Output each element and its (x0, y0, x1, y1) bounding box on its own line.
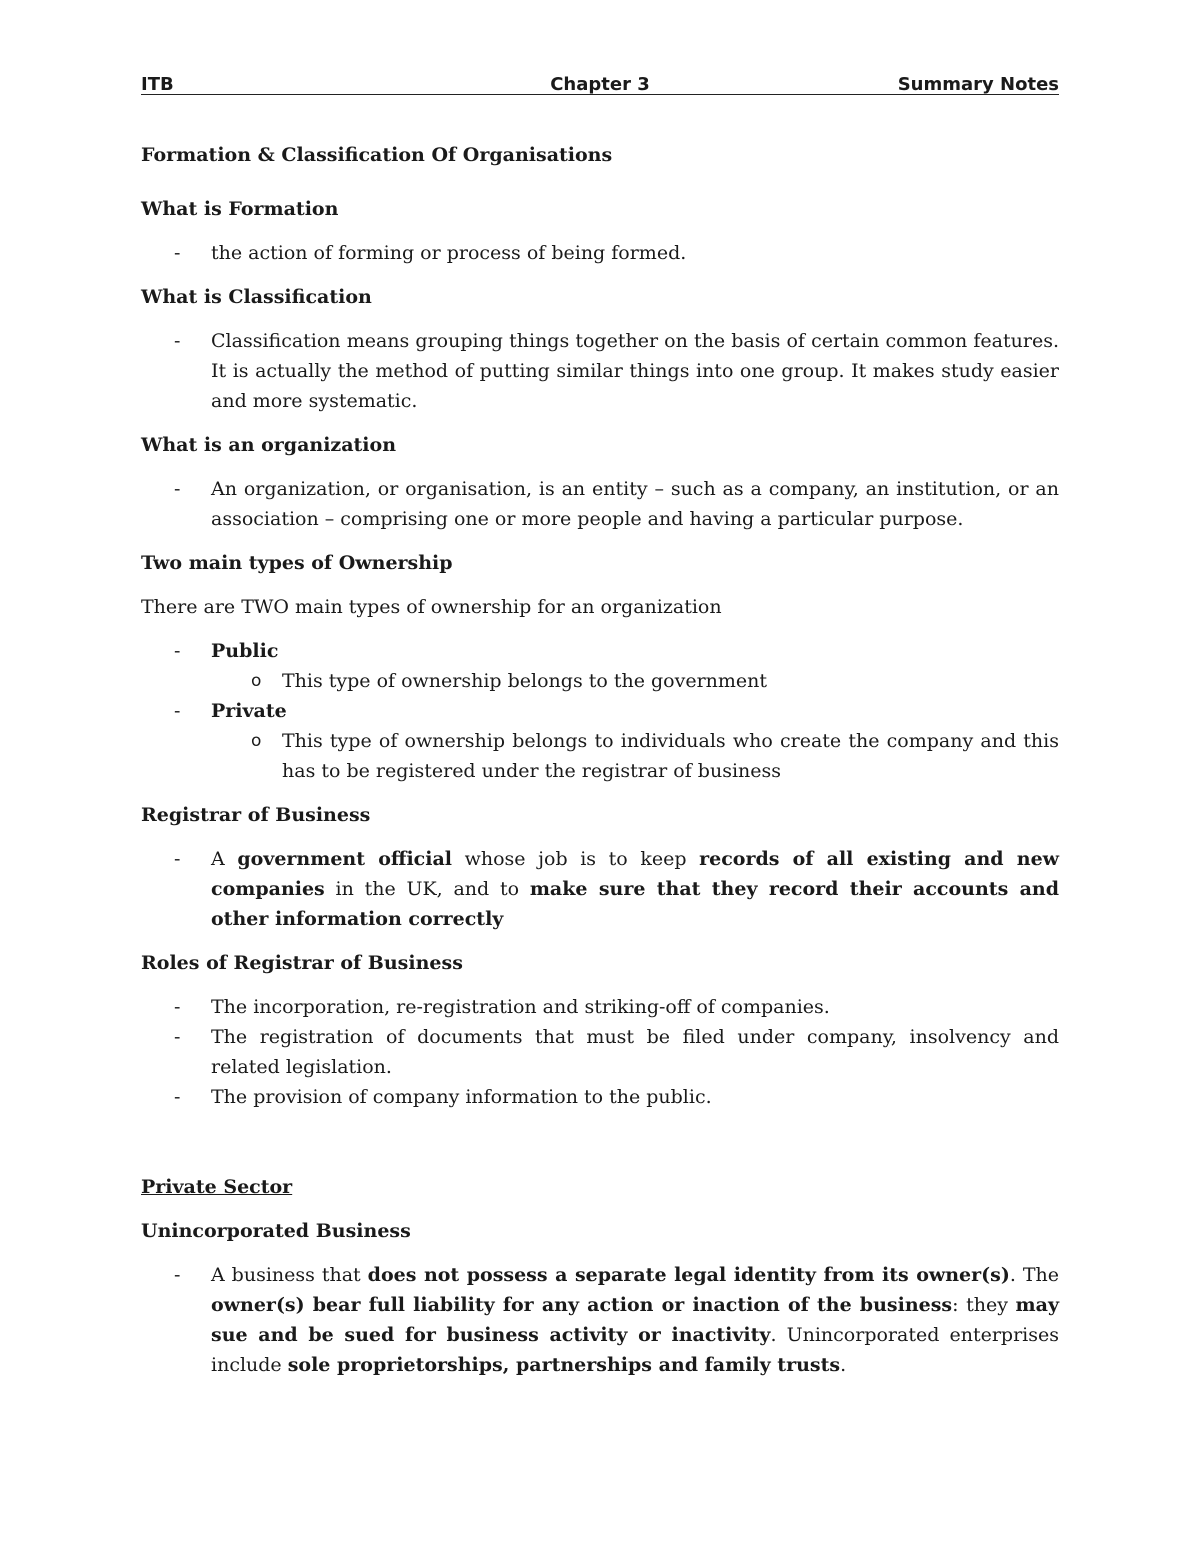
organization-list (141, 474, 1059, 534)
dash-bullet: - (174, 640, 181, 662)
list-item: - The registration of documents that must be filed under company, insolvency and related legislation. (141, 1022, 1059, 1082)
dash-bullet: - (174, 1086, 181, 1108)
dash-bullet: - (174, 330, 181, 352)
list-item: - the action of forming or process of being formed. (141, 238, 1059, 268)
public-sublist (141, 666, 1059, 696)
ownership-list-2 (141, 696, 1059, 726)
dash-bullet: - (174, 478, 181, 500)
dash-bullet: - (174, 1026, 181, 1048)
dash-bullet: - (174, 996, 181, 1018)
dash-bullet: - (174, 700, 181, 722)
ownership-type-private: Private (211, 700, 287, 722)
registrar-heading: Registrar of Business (141, 804, 371, 826)
list-item: - Classification means grouping things together on the basis of certain common features. It is actually the method of putting similar things into one group. It makes study easier and more systematic. (141, 326, 1059, 416)
dash-bullet: - (174, 1264, 181, 1286)
unincorporated-list (141, 1260, 1059, 1380)
header-chapter: Chapter 3 (550, 74, 650, 95)
roles-heading: Roles of Registrar of Business (141, 952, 463, 974)
ownership-type-public: Public (211, 640, 279, 662)
list-item: o This type of ownership belongs to individuals who create the company and this has to be registered under the registrar of business (141, 726, 1059, 786)
unincorporated-heading: Unincorporated Business (141, 1220, 411, 1242)
list-item (141, 636, 1059, 666)
list-item (141, 696, 1059, 726)
dash-bullet: - (174, 242, 181, 264)
list-item: - The incorporation, re-registration and striking-off of companies. (141, 992, 1059, 1022)
classification-heading: What is Classification (141, 286, 372, 308)
list-item: - A business that does not possess a separate legal identity from its owner(s). The owner(s) bear full liability for any action or inaction of the business: they may sue and be sued for business activity or inactivity. Unincorporated enterprises include sole proprietorships, partnerships and family trusts. (141, 1260, 1059, 1380)
private-sublist (141, 726, 1059, 786)
page-header (141, 72, 1059, 95)
document-body (141, 140, 1059, 1380)
document-title: Formation & Classification Of Organisations (141, 144, 613, 166)
header-notes-label: Summary Notes (897, 74, 1059, 95)
ownership-intro: There are TWO main types of ownership for an organization (141, 596, 722, 618)
circle-bullet: o (251, 671, 262, 691)
formation-heading: What is Formation (141, 198, 339, 220)
private-sector-heading: Private Sector (141, 1176, 293, 1198)
ownership-list (141, 636, 1059, 666)
ownership-heading: Two main types of Ownership (141, 552, 453, 574)
formation-list (141, 238, 1059, 268)
classification-list (141, 326, 1059, 416)
list-item: - A government official whose job is to keep records of all existing and new companies in the UK, and to make sure that they record their accounts and other information correctly (141, 844, 1059, 934)
list-item: - An organization, or organisation, is an entity – such as a company, an institution, or an association – comprising one or more people and having a particular purpose. (141, 474, 1059, 534)
dash-bullet: - (174, 848, 181, 870)
roles-list (141, 992, 1059, 1112)
list-item: o This type of ownership belongs to the government (141, 666, 1059, 696)
circle-bullet: o (251, 731, 262, 751)
list-item: - The provision of company information to the public. (141, 1082, 1059, 1112)
organization-heading: What is an organization (141, 434, 397, 456)
header-course: ITB (141, 74, 174, 95)
registrar-list (141, 844, 1059, 934)
